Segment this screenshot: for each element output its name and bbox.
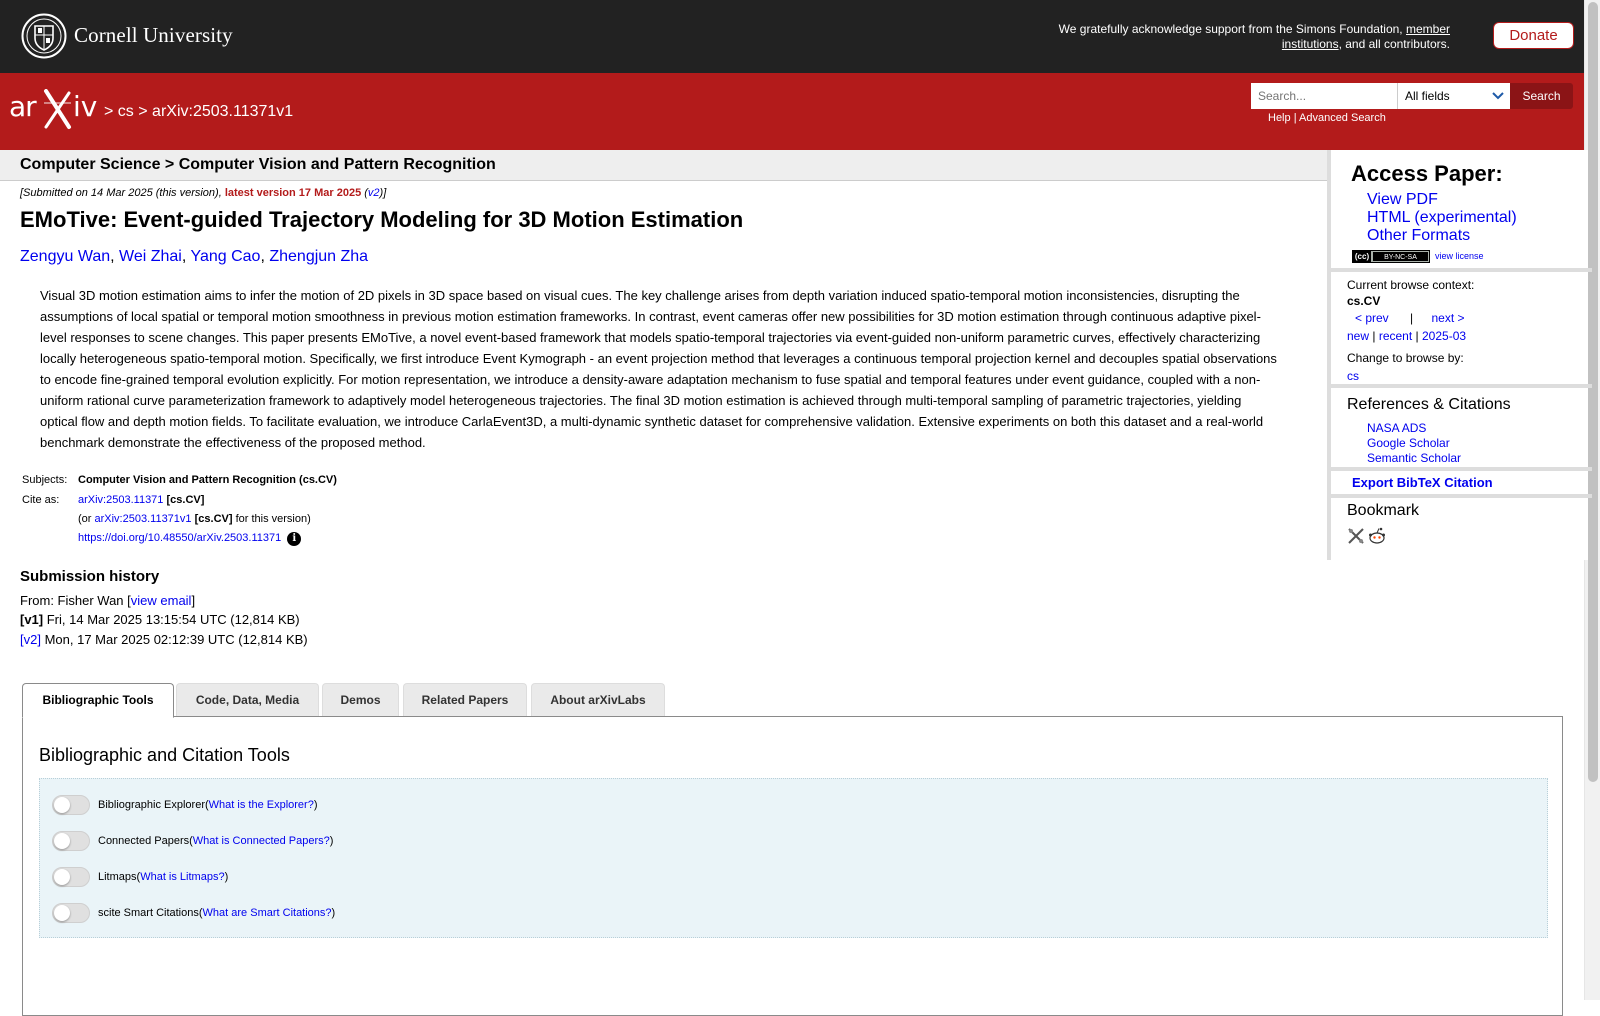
cite-tag: [cs.CV] bbox=[166, 494, 205, 506]
tool-help-link[interactable]: What is Connected Papers? bbox=[192, 835, 330, 847]
author-link[interactable]: Zengyu Wan bbox=[20, 248, 111, 265]
tab-related-papers[interactable]: Related Papers bbox=[403, 683, 527, 717]
sidebar-divider bbox=[1331, 467, 1592, 471]
export-bibtex-link[interactable]: Export BibTeX Citation bbox=[1352, 475, 1493, 490]
search-help-links bbox=[1268, 112, 1386, 124]
cite-id-link[interactable]: arXiv:2503.11371 bbox=[78, 494, 164, 506]
bookmark-icons bbox=[1347, 527, 1386, 545]
donate-button[interactable]: Donate bbox=[1493, 22, 1574, 49]
cite-primary bbox=[78, 494, 204, 506]
author-sep: , bbox=[110, 248, 120, 265]
tool-row-litmaps bbox=[52, 867, 228, 887]
doi-link[interactable]: https://doi.org/10.48550/arXiv.2503.11371 bbox=[78, 532, 282, 544]
cite-version-link[interactable]: arXiv:2503.11371v1 bbox=[94, 513, 192, 525]
explorer-toggle[interactable] bbox=[52, 795, 90, 815]
author-link[interactable]: Zhengjun Zha bbox=[269, 248, 369, 265]
search-field-select[interactable] bbox=[1397, 83, 1510, 109]
tab-panel-bibliographic bbox=[22, 716, 1563, 1016]
submission-history-title: Submission history bbox=[20, 568, 160, 585]
breadcrumb bbox=[104, 103, 293, 121]
cite-version bbox=[78, 513, 311, 525]
tool-help-link[interactable]: What is Litmaps? bbox=[140, 871, 225, 883]
history-v2 bbox=[20, 632, 308, 647]
tool-row-scite bbox=[52, 903, 335, 923]
cc-icon: (cc) bbox=[1354, 252, 1370, 261]
tab-code-data-media[interactable]: Code, Data, Media bbox=[176, 683, 319, 717]
browse-context-label: Current browse context: bbox=[1347, 278, 1475, 292]
cc-license-badge[interactable] bbox=[1352, 250, 1430, 263]
tool-label: Litmaps bbox=[98, 871, 137, 883]
bibsonomy-icon[interactable] bbox=[1347, 527, 1365, 545]
next-link[interactable]: next > bbox=[1431, 311, 1465, 325]
v1-text: Fri, 14 Mar 2025 13:15:54 UTC (12,814 KB) bbox=[43, 612, 300, 627]
member-institutions-link[interactable]: member institutions bbox=[1281, 22, 1450, 51]
sidebar-divider bbox=[1331, 494, 1592, 498]
litmaps-toggle[interactable] bbox=[52, 867, 90, 887]
v2-text: Mon, 17 Mar 2025 02:12:39 UTC (12,814 KB) bbox=[40, 632, 308, 647]
toggle-knob bbox=[54, 869, 70, 885]
category-heading: Computer Science > Computer Vision and Pattern Recognition bbox=[20, 156, 496, 173]
toggle-knob bbox=[54, 833, 70, 849]
paren-close: ) bbox=[224, 871, 229, 883]
nasa-ads-link[interactable]: NASA ADS bbox=[1367, 421, 1427, 435]
access-links bbox=[1367, 191, 1517, 245]
category-subheader bbox=[0, 150, 1327, 181]
cite-alt-post: for this version) bbox=[232, 513, 311, 525]
tool-help-link[interactable]: What is the Explorer? bbox=[208, 799, 314, 811]
info-icon[interactable]: i bbox=[287, 532, 301, 546]
paren-open: ( bbox=[205, 799, 209, 811]
sidebar-divider bbox=[1331, 384, 1592, 388]
cite-alt-pre: (or bbox=[78, 513, 95, 525]
version-open: ( bbox=[361, 187, 368, 199]
cite-label: Cite as: bbox=[22, 494, 60, 506]
sidebar-divider bbox=[1331, 268, 1592, 272]
references-title: References & Citations bbox=[1347, 396, 1511, 413]
view-email-link[interactable]: view email bbox=[130, 593, 192, 608]
author-link[interactable]: Yang Cao bbox=[190, 248, 261, 265]
reference-links bbox=[1367, 421, 1461, 466]
prev-next-sep: | bbox=[1410, 311, 1414, 325]
link-separator: | bbox=[1293, 112, 1297, 124]
help-link[interactable]: Help bbox=[1268, 112, 1291, 124]
paren-open: ( bbox=[136, 871, 141, 883]
paren-open: ( bbox=[189, 835, 193, 847]
scite-toggle[interactable] bbox=[52, 903, 90, 923]
submitted-text: [Submitted on 14 Mar 2025 (this version), bbox=[20, 187, 225, 199]
paren-close: ) bbox=[329, 835, 334, 847]
chevron-down-icon bbox=[1492, 87, 1504, 105]
extra-services-sidebar bbox=[1327, 150, 1588, 560]
tab-about-arxivlabs[interactable]: About arXivLabs bbox=[531, 683, 665, 717]
tab-bibliographic-tools[interactable]: Bibliographic Tools bbox=[22, 683, 174, 718]
cornell-wordmark[interactable]: Cornell University bbox=[74, 23, 233, 47]
tools-list bbox=[39, 778, 1548, 938]
breadcrumb-category[interactable]: cs bbox=[117, 103, 134, 120]
from-post: ] bbox=[191, 593, 196, 608]
svg-text:iv: iv bbox=[73, 90, 98, 123]
tool-row-connected-papers bbox=[52, 831, 333, 851]
toggle-knob bbox=[54, 905, 70, 921]
access-paper-title: Access Paper: bbox=[1351, 161, 1503, 186]
tool-label: Connected Papers bbox=[98, 835, 190, 847]
search-field-value: All fields bbox=[1405, 89, 1450, 103]
advanced-search-link[interactable]: Advanced Search bbox=[1299, 112, 1386, 124]
browse-context bbox=[1347, 277, 1474, 384]
link-sep: | bbox=[1372, 329, 1376, 343]
breadcrumb-paper-id: arXiv:2503.11371v1 bbox=[152, 103, 294, 120]
support-text-pre: We gratefully acknowledge support from the Simons Foundation, bbox=[1058, 22, 1403, 36]
svg-text:ar: ar bbox=[9, 90, 36, 123]
search-input[interactable] bbox=[1251, 83, 1397, 109]
search-button[interactable]: Search bbox=[1510, 83, 1573, 109]
abstract: Visual 3D motion estimation aims to infer the motion of 2D pixels in 3D space based on visual cues. The key challenge arises from depth variation induced spatio-temporal motion inconsistencies, disrupting the assumptions of local spatial or temporal motion smoothness in previous motion estimation frameworks. In contrast, event cameras offer new possibilities for 3D motion estimation through continuous adaptive pixel-level responses to scene changes. This paper presents EMoTive, a novel event-based framework that models spatio-temporal trajectories via event-guided non-uniform parametric curves, effectively characterizing locally heterogeneous spatio-temporal motion. Specifically, we first introduce Event Kymograph - an event projection method that leverages a continuous temporal projection kernel and decouples spatial observations to encode fine-grained temporal evolution explicitly. For motion representation, we introduce a density-aware adaptation mechanism to fuse spatial and temporal features under event guidance, coupled with a non-uniform rational curve parameterization framework to adaptively model heterogeneous trajectories. The final 3D motion estimation is achieved through multi-temporal sampling of parametric trajectories, yielding optical flow and depth motion fields. To facilitate evaluation, we introduce CarlaEvent3D, a multi-dynamic synthetic dataset for comprehensive validation. Extensive experiments on both this dataset and a real-world benchmark demonstrate the effectiveness of the proposed method. bbox=[40, 288, 1277, 450]
latest-version-link[interactable]: v2 bbox=[367, 187, 380, 199]
history-from bbox=[20, 593, 195, 608]
recent-link[interactable]: recent bbox=[1378, 329, 1413, 343]
paren-close: ) bbox=[313, 799, 318, 811]
month-link[interactable]: 2025-03 bbox=[1422, 329, 1467, 343]
subjects-value: Computer Vision and Pattern Recognition (cs.CV) bbox=[78, 474, 337, 486]
arxiv-header bbox=[0, 73, 1584, 150]
new-link[interactable]: new bbox=[1347, 329, 1370, 343]
bookmark-title: Bookmark bbox=[1347, 502, 1420, 519]
latest-version-text: latest version 17 Mar 2025 bbox=[224, 187, 362, 199]
toggle-knob bbox=[54, 797, 70, 813]
change-browse-label: Change to browse by: bbox=[1347, 351, 1464, 365]
browse-context-value: cs.CV bbox=[1347, 294, 1381, 308]
tool-row-explorer bbox=[52, 795, 318, 815]
author-link[interactable]: Wei Zhai bbox=[119, 248, 182, 265]
paren-open: ( bbox=[198, 907, 203, 919]
subjects-label: Subjects: bbox=[22, 474, 68, 486]
support-text-post: , and all contributors. bbox=[1338, 37, 1450, 51]
link-sep: | bbox=[1415, 329, 1419, 343]
other-formats-link[interactable]: Other Formats bbox=[1367, 227, 1471, 244]
tab-demos[interactable]: Demos bbox=[322, 683, 399, 717]
paper-title: EMoTive: Event-guided Trajectory Modeling for 3D Motion Estimation bbox=[20, 207, 744, 232]
doi-row bbox=[78, 532, 301, 546]
tools-title: Bibliographic and Citation Tools bbox=[39, 745, 290, 765]
from-pre: From: Fisher Wan [ bbox=[20, 593, 131, 608]
version-close: )] bbox=[379, 187, 387, 199]
support-message bbox=[1030, 22, 1450, 52]
breadcrumb-sep: > bbox=[104, 103, 114, 120]
scrollbar-thumb[interactable] bbox=[1588, 2, 1598, 782]
prev-link[interactable]: < prev bbox=[1355, 311, 1389, 325]
google-scholar-link[interactable]: Google Scholar bbox=[1367, 436, 1450, 450]
tool-label: scite Smart Citations bbox=[98, 907, 199, 919]
view-license-link[interactable]: view license bbox=[1435, 251, 1484, 261]
browse-cs-link[interactable]: cs bbox=[1347, 369, 1359, 383]
author-sep: , bbox=[181, 248, 191, 265]
cite-alt-tag: [cs.CV] bbox=[194, 513, 233, 525]
author-list bbox=[20, 248, 368, 266]
arxiv-logo-icon[interactable] bbox=[9, 89, 101, 131]
tool-label: Bibliographic Explorer bbox=[98, 799, 205, 811]
breadcrumb-sep: > bbox=[138, 103, 148, 120]
html-experimental-link[interactable]: HTML (experimental) bbox=[1367, 209, 1517, 226]
tool-help-link[interactable]: What are Smart Citations? bbox=[202, 907, 332, 919]
v1-label: [v1] bbox=[20, 612, 44, 627]
semantic-scholar-link[interactable]: Semantic Scholar bbox=[1367, 451, 1462, 465]
reddit-icon[interactable] bbox=[1368, 527, 1386, 545]
v2-link[interactable]: [v2] bbox=[20, 632, 41, 647]
paren-close: ) bbox=[331, 907, 336, 919]
connected-papers-toggle[interactable] bbox=[52, 831, 90, 851]
author-sep: , bbox=[260, 248, 270, 265]
submission-dateline bbox=[20, 187, 386, 199]
view-pdf-link[interactable]: View PDF bbox=[1367, 191, 1438, 208]
cornell-seal-icon[interactable] bbox=[21, 13, 67, 59]
history-v1 bbox=[20, 612, 300, 627]
top-bar bbox=[0, 0, 1584, 73]
license-type: BY-NC-SA bbox=[1373, 252, 1428, 261]
